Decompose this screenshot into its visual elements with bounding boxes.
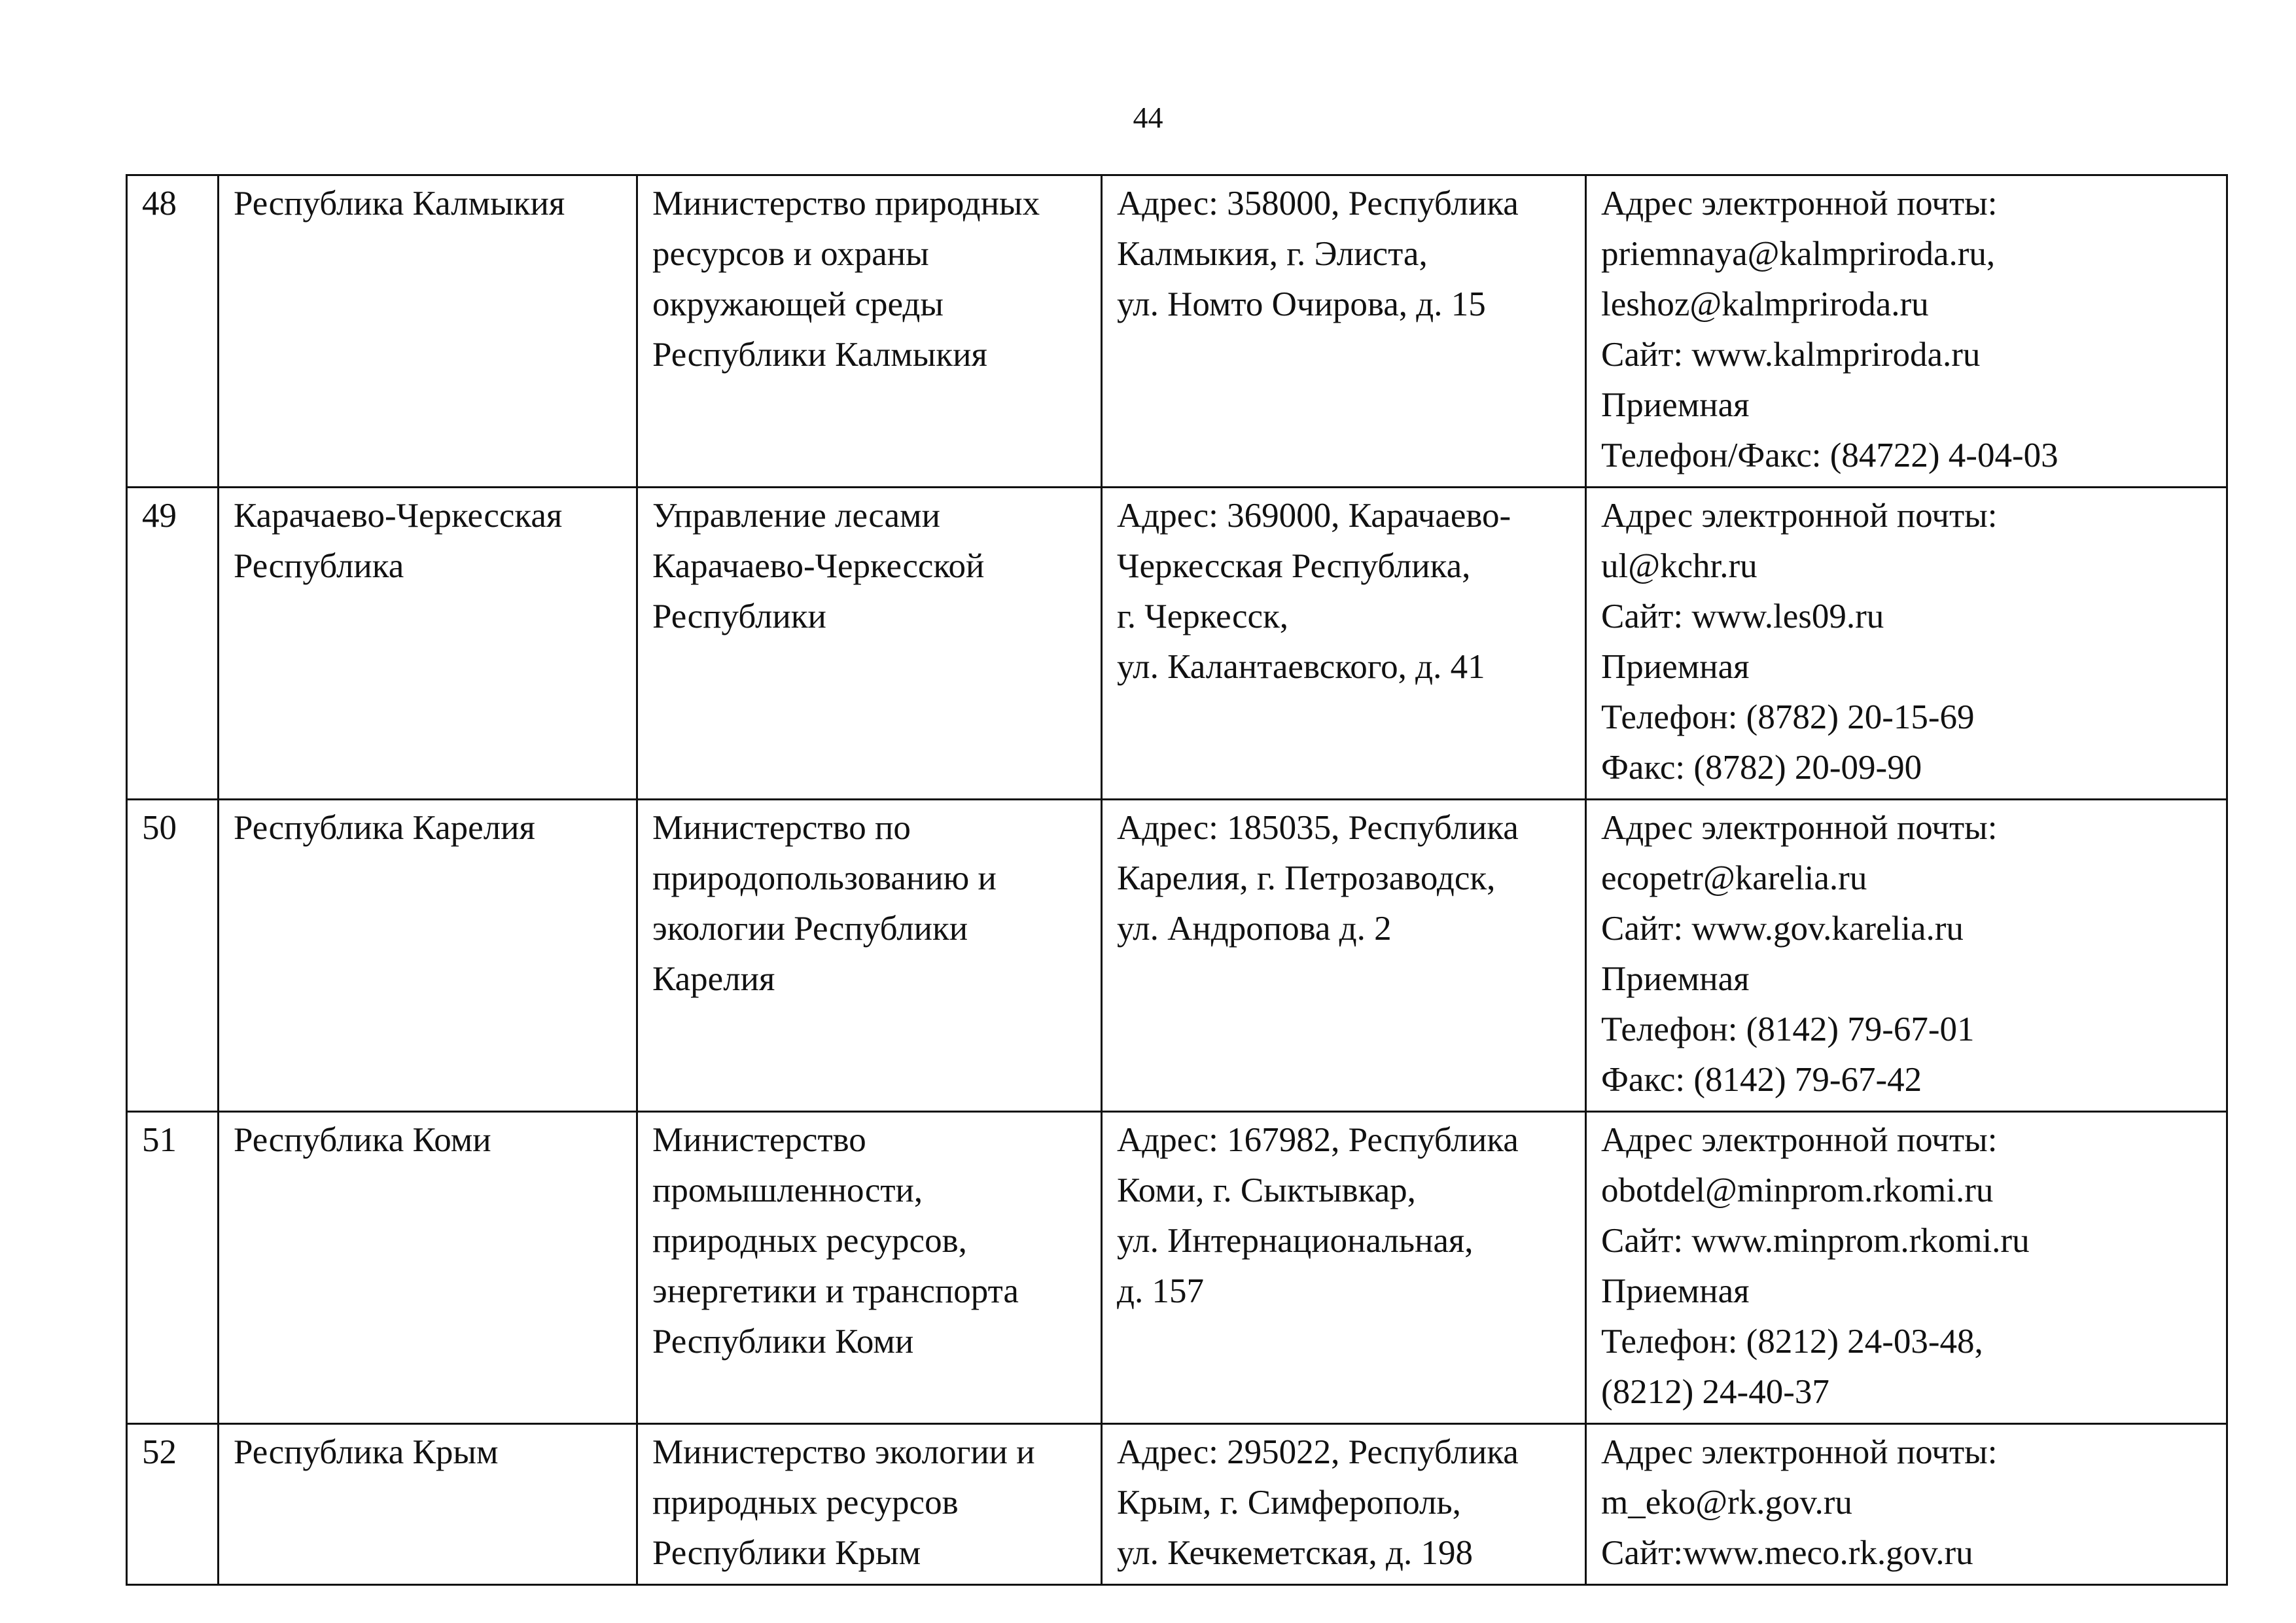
region-line: Республика Коми	[234, 1121, 491, 1159]
organization-line: экологии Республики	[652, 910, 968, 948]
address-line: Калмыкия, г. Элиста,	[1117, 235, 1428, 273]
contact-line: Адрес электронной почты:	[1601, 185, 1998, 223]
region-line: Республика Крым	[234, 1433, 499, 1471]
contact-line: Сайт: www.kalmpriroda.ru	[1601, 336, 1981, 374]
organization-cell	[637, 800, 1102, 1112]
contact-line: Приемная	[1601, 1272, 1750, 1310]
address-line: ул. Номто Очирова, д. 15	[1117, 285, 1486, 323]
contacts-cell	[1586, 1112, 2227, 1424]
contact-line: Факс: (8142) 79-67-42	[1601, 1061, 1922, 1099]
contact-line: Адрес электронной почты:	[1601, 497, 1998, 535]
table-row	[127, 175, 2227, 488]
contact-line: Адрес электронной почты:	[1601, 1121, 1998, 1159]
organization-cell	[637, 1424, 1102, 1585]
row-number	[127, 1112, 219, 1424]
region-line: Республика	[234, 547, 404, 585]
contacts-cell	[1586, 488, 2227, 800]
row-number-text: 48	[142, 185, 177, 223]
contact-line: Приемная	[1601, 960, 1750, 998]
organization-line: природопользованию и	[652, 859, 997, 897]
organization-line: Республики Коми	[652, 1323, 914, 1361]
table-row	[127, 1424, 2227, 1585]
address-line: Адрес: 185035, Республика	[1117, 809, 1519, 847]
contact-line: leshoz@kalmpriroda.ru	[1601, 285, 1929, 323]
contact-line: Телефон/Факс: (84722) 4-04-03	[1601, 437, 2058, 474]
address-line: Адрес: 167982, Республика	[1117, 1121, 1519, 1159]
row-number	[127, 800, 219, 1112]
registry-table	[126, 174, 2228, 1586]
organization-cell	[637, 488, 1102, 800]
page-number: 44	[1133, 101, 1163, 134]
address-line: Черкесская Республика,	[1117, 547, 1471, 585]
address-line: Коми, г. Сыктывкар,	[1117, 1171, 1416, 1209]
contact-line: Сайт: www.gov.karelia.ru	[1601, 910, 1964, 948]
table-row	[127, 1112, 2227, 1424]
organization-line: Республики Калмыкия	[652, 336, 987, 374]
contact-line: Факс: (8782) 20-09-90	[1601, 749, 1922, 787]
region-cell	[219, 800, 637, 1112]
address-line: ул. Андропова д. 2	[1117, 910, 1392, 948]
organization-line: Министерство экологии и	[652, 1433, 1035, 1471]
contact-line: Адрес электронной почты:	[1601, 809, 1998, 847]
address-line: ул. Кечкеметская, д. 198	[1117, 1534, 1473, 1572]
contact-line: ul@kchr.ru	[1601, 547, 1757, 585]
contacts-cell	[1586, 1424, 2227, 1585]
organization-line: Министерство природных	[652, 185, 1040, 223]
contact-line: Телефон: (8782) 20-15-69	[1601, 698, 1975, 736]
address-line: Крым, г. Симферополь,	[1117, 1484, 1461, 1522]
address-cell	[1102, 1424, 1586, 1585]
organization-line: промышленности,	[652, 1171, 923, 1209]
address-line: Адрес: 295022, Республика	[1117, 1433, 1519, 1471]
organization-line: Министерство	[652, 1121, 866, 1159]
organization-line: Карелия	[652, 960, 775, 998]
contacts-cell	[1586, 175, 2227, 488]
organization-line: природных ресурсов	[652, 1484, 959, 1522]
contact-line: Приемная	[1601, 648, 1750, 686]
region-cell	[219, 1112, 637, 1424]
region-line: Республика Карелия	[234, 809, 535, 847]
organization-line: Республики	[652, 597, 826, 635]
address-line: ул. Калантаевского, д. 41	[1117, 648, 1485, 686]
table-row	[127, 488, 2227, 800]
contact-line: Приемная	[1601, 386, 1750, 424]
row-number-text: 52	[142, 1433, 177, 1471]
address-cell	[1102, 488, 1586, 800]
contact-line: Сайт: www.les09.ru	[1601, 597, 1884, 635]
organization-cell	[637, 1112, 1102, 1424]
contact-line: Сайт:www.meco.rk.gov.ru	[1601, 1534, 1973, 1572]
address-line: д. 157	[1117, 1272, 1204, 1310]
contact-line: Телефон: (8142) 79-67-01	[1601, 1010, 1975, 1048]
address-line: Адрес: 358000, Республика	[1117, 185, 1519, 223]
table-row	[127, 800, 2227, 1112]
row-number-text: 51	[142, 1121, 177, 1159]
address-cell	[1102, 1112, 1586, 1424]
region-line: Карачаево-Черкесская	[234, 497, 563, 535]
organization-line: энергетики и транспорта	[652, 1272, 1019, 1310]
row-number	[127, 488, 219, 800]
contact-line: m_eko@rk.gov.ru	[1601, 1484, 1852, 1522]
region-cell	[219, 1424, 637, 1585]
row-number-text: 49	[142, 497, 177, 535]
organization-line: Министерство по	[652, 809, 911, 847]
address-line: ул. Интернациональная,	[1117, 1222, 1474, 1260]
address-line: Адрес: 369000, Карачаево-	[1117, 497, 1511, 535]
organization-line: Карачаево-Черкесской	[652, 547, 985, 585]
contact-line: Сайт: www.minprom.rkomi.ru	[1601, 1222, 2030, 1260]
organization-line: ресурсов и охраны	[652, 235, 929, 273]
organization-line: Управление лесами	[652, 497, 940, 535]
contact-line: Адрес электронной почты:	[1601, 1433, 1998, 1471]
organization-line: Республики Крым	[652, 1534, 921, 1572]
row-number	[127, 1424, 219, 1585]
contact-line: Телефон: (8212) 24-03-48,	[1601, 1323, 1983, 1361]
organization-cell	[637, 175, 1102, 488]
organization-line: природных ресурсов,	[652, 1222, 967, 1260]
contact-line: (8212) 24-40-37	[1601, 1373, 1829, 1411]
address-cell	[1102, 175, 1586, 488]
region-line: Республика Калмыкия	[234, 185, 565, 223]
contact-line: ecopetr@karelia.ru	[1601, 859, 1867, 897]
address-line: Карелия, г. Петрозаводск,	[1117, 859, 1496, 897]
region-cell	[219, 488, 637, 800]
region-cell	[219, 175, 637, 488]
contact-line: priemnaya@kalmpriroda.ru,	[1601, 235, 1996, 273]
row-number-text: 50	[142, 809, 177, 847]
row-number	[127, 175, 219, 488]
organization-line: окружающей среды	[652, 285, 944, 323]
address-line: г. Черкесск,	[1117, 597, 1289, 635]
address-cell	[1102, 800, 1586, 1112]
contact-line: obotdel@minprom.rkomi.ru	[1601, 1171, 1994, 1209]
contacts-cell	[1586, 800, 2227, 1112]
